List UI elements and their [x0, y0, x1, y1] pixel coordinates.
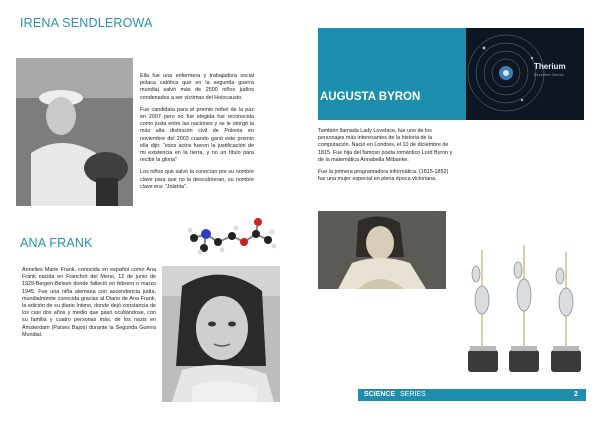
byron-paragraph: Fue la primera programadora informática. (1815-1852) fue una mujer especial en plena época victoriana. — [318, 169, 449, 183]
sendler-photo — [16, 58, 133, 206]
byron-text — [318, 128, 454, 188]
sendler-title: IRENA SENDLEROWA — [20, 16, 153, 30]
sendler-text — [140, 73, 254, 196]
therium-graphic — [466, 28, 584, 120]
therium-tagline: Excellent Series — [534, 73, 564, 77]
footer-series-light: SERIES — [400, 391, 426, 398]
sendler-paragraph: Ella fue una enfermera y trabajadora social polaca católica que en la segunda guerra mundial salvó más de 2500 niños judíos condenados a ser víctimas del Holocausto. — [140, 73, 254, 101]
footer-band — [358, 389, 586, 401]
byron-title: AUGUSTA BYRON — [320, 91, 421, 103]
frank-paragraph: Annelies Marie Frank, conocida en español como Ana Frank nacida en Francfort del Meno, 12 de junio de 1929-Bergen-Belsen donde falleció en febrero o marzo 1945. Fue una niña alemana con ascendencia judía, mundialmente conocida gracias al Diario de Ana Frank, la edición de su diario íntimo, donde dejó constancia de los casi dos años y medio que pasó ocultándose, con su familia y cuatro personas más, de los nazis en Ámsterdam (Países Bajos) durante la Segunda Guerra Mundial. — [22, 267, 156, 338]
byron-portrait — [318, 211, 446, 289]
page-number: 2 — [574, 391, 578, 398]
frank-text — [22, 267, 156, 344]
sendler-paragraph: Fue candidata para el premio nobel de la paz en 2007 pero no fue elegida fue reconocida como justa entre las naciones y se le otorgó la más alta distinción civil de Polonia en noviembre del 2003 cuando ganó este premio ella dijo: "esos actos fueron la justificación de mi existencia en la tierra, y no un título para recibir la gloria" — [140, 106, 254, 164]
footer-series-bold: SCIENCE — [364, 391, 396, 398]
frank-title: ANA FRANK — [20, 236, 93, 250]
frank-photo — [162, 266, 280, 402]
therium-brand: Therium — [534, 62, 566, 71]
sendler-paragraph: Los niños que salvó la conocían por su nombre clave para que no la descubrieran, su nombre clave era: "Jolanta". — [140, 169, 254, 190]
molecule-model-image — [182, 212, 282, 258]
byron-paragraph: También llamada Lady Lovelace, fue uno de los personajes más interesantes de la historia de la computación. Nació en Londres, el 10 de diciembre de 1815. Fue hija del famoso poeta romántico Lord Byron y de la matemática Annabella Milbanke. — [318, 128, 453, 163]
lab-apparatus-image — [462, 240, 586, 380]
byron-header-band — [318, 28, 466, 120]
